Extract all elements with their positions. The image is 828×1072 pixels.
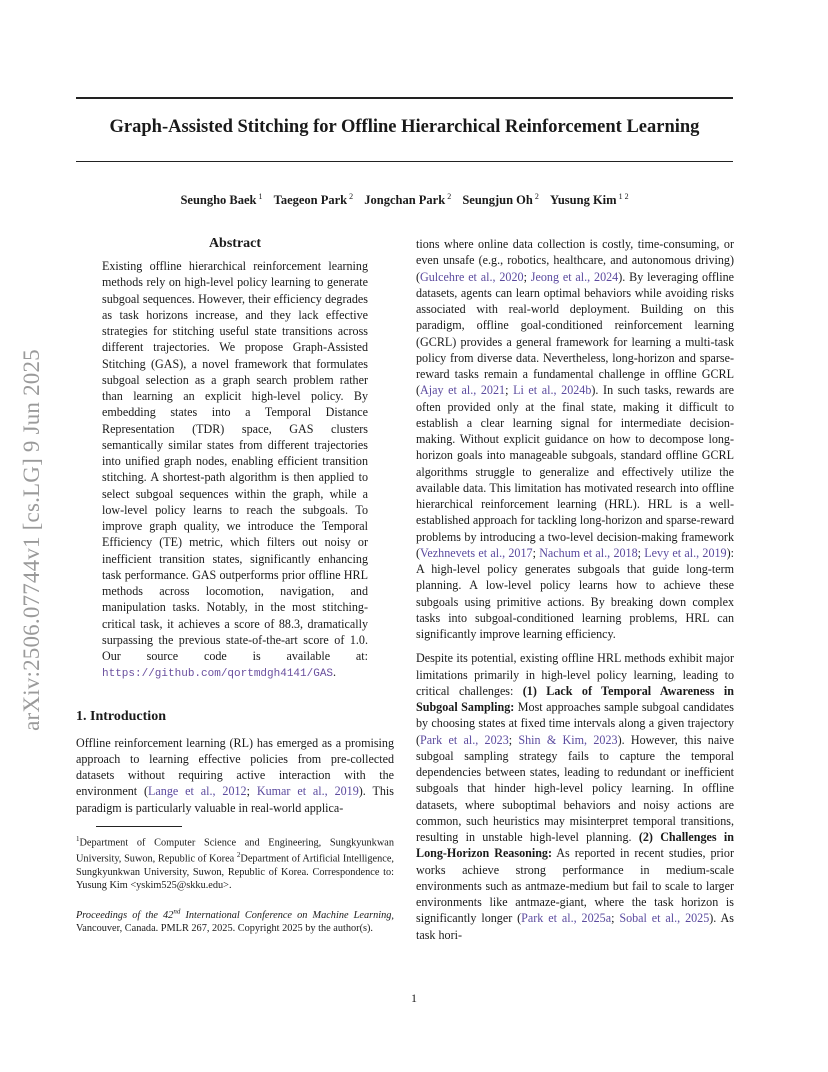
text-run: ;: [508, 732, 519, 747]
citation-link[interactable]: Gulcehre et al., 2020: [420, 269, 524, 284]
footnote-mark: 1: [76, 834, 80, 843]
text-run: ;: [523, 269, 531, 284]
proceedings-note: [76, 906, 394, 935]
text-run: ;: [637, 545, 645, 560]
introduction-paragraph-2: [416, 650, 734, 943]
page-number: 1: [411, 991, 417, 1005]
text-run: Most approaches sample subgoal candidates by choosing states at fixed time intervals along a given trajectory (: [416, 700, 734, 747]
citation-link[interactable]: Li et al., 2024b: [513, 383, 592, 398]
affiliation-mark: 2: [447, 192, 452, 201]
abstract-body: Existing offline hierarchical reinforcement learning methods rely on high-level policy learning to generate subgoal sequences. However, their efficiency degrades as task horizons increase, and they lack effective strategies for stitching useful state transitions across different trajectories. We propose Graph-Assisted Stitching (GAS), a novel framework that formulates subgoal selection as a graph search problem rather than learning an explicit high-level policy. By embedding states into a Temporal Distance Representation (TDR) space, GAS clusters semantically similar states from different trajectories into unified graph nodes, enabling efficient transition stitching. A shortest-path algorithm is then applied to select subgoal sequences within the graph, while a low-level policy learns to reach the subgoals. To improve graph quality, we introduce the Temporal Efficiency (TE) metric, which filters out noisy or inefficient transition states, significantly enhancing task performance. GAS outperforms prior offline HRL methods across locomotion, navigation, and manipulation tasks. Notably, in the most stitching-critical task, it achieves a score of 88.3, dramatically surpassing the previous state-of-the-art score of 1.0. Our source code is available at:: [102, 259, 368, 663]
introduction-paragraph-1b: [416, 236, 734, 642]
introduction-paragraph-1a: [76, 735, 394, 816]
left-column: [76, 236, 394, 935]
author: [550, 193, 629, 207]
text-run: Despite its potential, existing offline HRL methods exhibit major limitations primarily in high-level policy learning, leading to critical challenges:: [416, 651, 734, 698]
section-heading-introduction: 1. Introduction: [76, 708, 166, 724]
proceedings-text: Proceedings of the: [76, 910, 164, 922]
footnote-rule: [96, 826, 182, 827]
challenge-heading: (1) Lack of Temporal Awareness in Subgoal Sampling:: [416, 683, 734, 714]
footnote-text: Department of Artificial Intelligence, Sungkyunkwan University, Suwon, Republic of Korea. Correspondence to: Yusung Kim <yskim525@skku.edu>.: [76, 853, 394, 891]
citation-link[interactable]: Vezhnevets et al., 2017: [420, 545, 533, 560]
affiliation-mark: 2: [534, 192, 539, 201]
arxiv-identifier: [14, 310, 50, 770]
author-name: Seungjun Oh: [462, 193, 533, 208]
source-code-link[interactable]: https://github.com/qortmdgh4141/GAS: [102, 668, 334, 681]
abstract-heading: Abstract: [208, 236, 262, 251]
text-run: ). By leveraging offline datasets, agents can learn optimal behaviors while avoiding risks associated with real-world deployment. Building on this paradigm, offline goal-conditioned reinforcement learning (GCRL) provides a general framework for learning a multi-task policy from diverse data. Nevertheless, long-horizon and sparse-reward tasks remain a fundamental challenge in offline GCRL (: [416, 269, 734, 398]
author: [274, 193, 354, 207]
footnote-text: Department of Computer Science and Engineering, Sungkyunkwan University, Suwon, Republic of Korea: [76, 837, 394, 865]
citation-link[interactable]: Ajay et al., 2021: [420, 383, 506, 398]
text-run: ). However, this naive subgoal sampling strategy fails to capture the temporal dependencies between states, leading to redundant or inefficient subgoals that hinder high-level policy learning. In offline datasets, where suboptimal behaviors and noisy actions are common, such heuristics may misinterpret temporal transitions, resulting in unstable high-level planning.: [416, 732, 734, 844]
affiliation-mark: 2: [349, 192, 354, 201]
title-rule-bottom: [76, 161, 733, 162]
abstract-text: [102, 258, 368, 683]
abstract-end: .: [333, 665, 337, 680]
author: [462, 193, 539, 207]
arxiv-identifier-text: arXiv:2506.07744v1 [cs.LG] 9 Jun 2025: [19, 349, 44, 731]
proceedings-text: , Vancouver, Canada. PMLR 267, 2025. Copyright 2025 by the author(s).: [76, 910, 394, 935]
citation-link[interactable]: Shin & Kim, 2023: [518, 732, 618, 747]
text-run: ;: [611, 911, 620, 926]
author-list: [76, 192, 733, 208]
challenge-heading: (2) Challenges in Long-Horizon Reasoning:: [416, 830, 734, 861]
author-name: Seungho Baek: [180, 193, 257, 208]
text-run: tions where online data collection is costly, time-consuming, or even unsafe (e.g., robotics, healthcare, and autonomous driving) (: [416, 237, 734, 284]
proceedings-superscript: nd: [173, 907, 181, 916]
citation-link[interactable]: Sobal et al., 2025: [619, 911, 710, 926]
proceedings-text: International Conference on Machine Learning: [180, 910, 392, 922]
citation-link[interactable]: Levy et al., 2019: [644, 545, 727, 560]
text-run: ). As task hori-: [416, 911, 734, 942]
text-run: ;: [532, 545, 540, 560]
text-run: ): A high-level policy generates subgoals that guide long-term planning. A low-level policy learns how to achieve these subgoals using primitive actions. By breaking down complex tasks into subgoal-conditioned learning problems, HRL can significantly improve learning efficiency.: [416, 545, 734, 641]
text-run: ). In such tasks, rewards are often provided only at the final state, making it difficult to establish a clear learning signal for intermediate decision-making. Without explicit guidance on how to decompose long-horizon goals into manageable subgoals, standard offline GCRL algorithms struggle to generalize and effectively utilize the available data. This limitation has motivated research into offline hierarchical reinforcement learning (HRL). HRL is a well-established approach for tackling long-horizon and sparse-reward problems by introducing a two-level decision-making framework (: [416, 383, 734, 560]
citation-link[interactable]: Park et al., 2023: [420, 732, 509, 747]
text-run: ;: [246, 784, 257, 799]
paper-title: Graph-Assisted Stitching for Offline Hierarchical Reinforcement Learning: [109, 117, 700, 137]
affiliation-mark: 1 2: [618, 192, 629, 201]
citation-link[interactable]: Kumar et al., 2019: [256, 784, 359, 799]
title-rule-top: [76, 97, 733, 99]
footnote-mark: 2: [236, 851, 241, 860]
citation-link[interactable]: Nachum et al., 2018: [539, 545, 638, 560]
text-run: Offline reinforcement learning (RL) has emerged as a promising approach to learning effective policies from pre-collected datasets without requiring active interaction with the environment (: [76, 735, 394, 799]
author-name: Yusung Kim: [549, 193, 617, 208]
author: [364, 193, 451, 207]
author: [180, 193, 262, 207]
author-name: Taegeon Park: [273, 193, 348, 208]
affiliation-footnote: [76, 833, 394, 892]
author-name: Jongchan Park: [364, 193, 446, 208]
text-run: As reported in recent studies, prior works achieve strong performance in medium-scale environments such as antmaze-medium but fail to scale to larger environments like antmaze-giant, where the task horizon is significantly longer (: [416, 846, 734, 926]
text-run: ;: [505, 383, 514, 398]
citation-link[interactable]: Lange et al., 2012: [148, 784, 247, 799]
proceedings-number: 42: [163, 910, 174, 922]
text-run: ). This paradigm is particularly valuable in real-world applica-: [76, 784, 394, 815]
affiliation-mark: 1: [258, 192, 263, 201]
citation-link[interactable]: Jeong et al., 2024: [530, 269, 619, 284]
right-column: [416, 236, 734, 943]
citation-link[interactable]: Park et al., 2025a: [521, 911, 612, 926]
